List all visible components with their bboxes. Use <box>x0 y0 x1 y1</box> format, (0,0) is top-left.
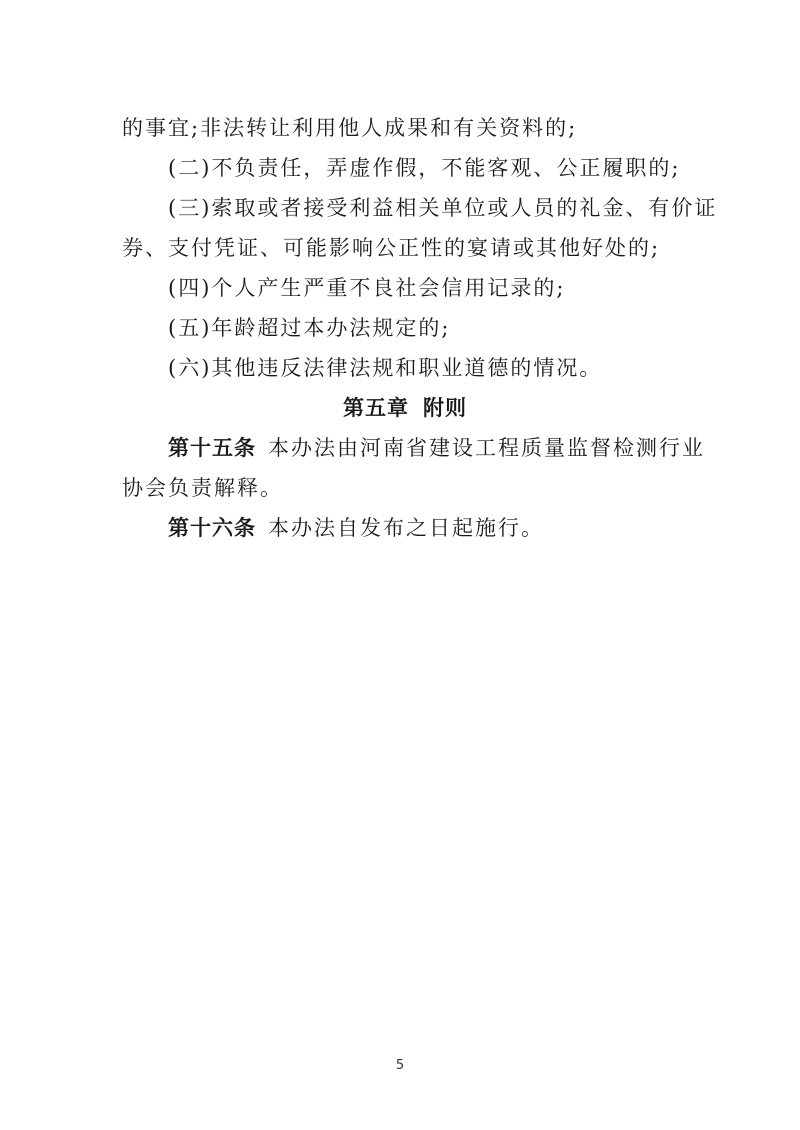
article-15 <box>122 428 705 468</box>
list-item-4: (四)个人产生严重不良社会信用记录的; <box>168 276 566 300</box>
article-16-text: 本办法自发布之日起施行。 <box>268 516 544 540</box>
page-number: 5 <box>395 1058 405 1073</box>
list-item-3: (三)索取或者接受利益相关单位或人员的礼金、有价证 <box>168 196 718 220</box>
list-item-2: (二)不负责任，弄虚作假，不能客观、公正履职的; <box>168 156 681 180</box>
article-16-label: 第十六条 <box>168 516 256 540</box>
article-16 <box>122 508 688 548</box>
chapter-title: 附则 <box>423 396 467 420</box>
text-line-continuation: 的事宜;非法转让利用他人成果和有关资料的; <box>122 116 578 140</box>
article-15-continuation: 协会负责解释。 <box>122 476 283 500</box>
document-body <box>122 108 718 548</box>
chapter-heading <box>122 388 688 428</box>
list-item-5: (五)年龄超过本办法规定的; <box>168 316 451 340</box>
article-15-label: 第十五条 <box>168 436 256 460</box>
article-15-text: 本办法由河南省建设工程质量监督检测行业 <box>268 436 705 460</box>
list-item-6: (六)其他违反法律法规和职业道德的情况。 <box>168 356 603 380</box>
list-item-3-continuation: 券、支付凭证、可能影响公正性的宴请或其他好处的; <box>122 236 661 260</box>
chapter-number: 第五章 <box>343 396 409 420</box>
